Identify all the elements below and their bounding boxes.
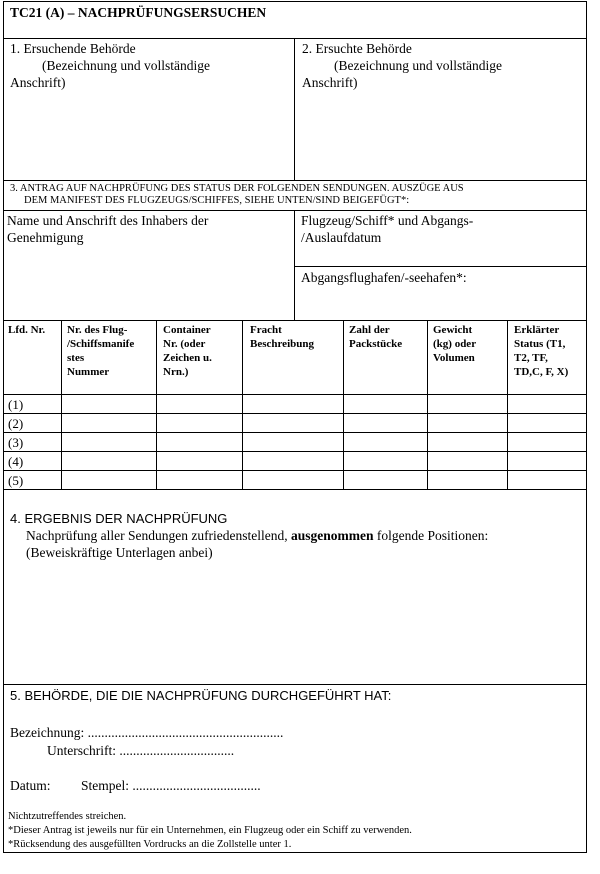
table-row[interactable]: (5) — [8, 473, 24, 488]
col-header-declared-status: Erklärter Status (T1, T2, TF, TD,C, F, X) — [514, 324, 569, 378]
col-header-manifest-nr: Nr. des Flug- /Schiffsmanife stes Nummer — [67, 324, 135, 378]
bezeichnung-field[interactable]: Bezeichnung: .......................................................... — [10, 725, 284, 740]
col-header-weight-volume: Gewicht (kg) oder Volumen — [433, 324, 477, 364]
section3-heading-line2: DEM MANIFEST DES FLUGZEUGS/SCHIFFES, SIEHE UNTEN/SIND BEIGEFÜGT*: — [24, 195, 410, 206]
box2-label: 2. Ersuchte Behörde — [302, 41, 412, 56]
divider — [4, 180, 586, 181]
divider — [4, 451, 586, 452]
footnote: *Rücksendung des ausgefüllten Vordrucks an die Zollstelle unter 1. — [8, 839, 292, 850]
divider — [343, 320, 344, 489]
table-row[interactable]: (4) — [8, 454, 24, 469]
divider — [507, 320, 508, 489]
form-title: TC21 (A) – NACHPRÜFUNGSERSUCHEN — [10, 5, 267, 20]
box1-sub2: Anschrift) — [10, 75, 66, 90]
divider — [294, 38, 295, 180]
stempel-field[interactable]: Stempel: ...................................... — [81, 778, 261, 793]
section4-heading: 4. ERGEBNIS DER NACHPRÜFUNG — [10, 511, 228, 526]
divider — [242, 320, 243, 489]
divider — [4, 413, 586, 414]
holder-label-1: Name und Anschrift des Inhabers der — [7, 213, 209, 228]
holder-field[interactable] — [7, 212, 289, 246]
section4-result[interactable] — [10, 510, 584, 561]
tc21-form — [3, 1, 587, 853]
table-row[interactable]: (2) — [8, 416, 24, 431]
divider — [4, 432, 586, 433]
divider — [4, 38, 586, 39]
exception-emphasis: ausgenommen — [291, 528, 374, 543]
section3-heading-line1: 3. ANTRAG AUF NACHPRÜFUNG DES STATUS DER FOLGENDEN SENDUNGEN. AUSZÜGE AUS — [10, 183, 464, 194]
divider — [4, 684, 586, 685]
unterschrift-field[interactable]: Unterschrift: .................................. — [47, 743, 235, 758]
box2-sub2: Anschrift) — [302, 75, 358, 90]
box1-sub1: (Bezeichnung und vollständige — [42, 58, 210, 73]
divider — [427, 320, 428, 489]
box-requesting-authority[interactable] — [10, 40, 290, 91]
vessel-label-1: Flugzeug/Schiff* und Abgangs- — [301, 213, 474, 228]
divider — [61, 320, 62, 489]
footnote: *Dieser Antrag ist jeweils nur für ein Unternehmen, ein Flugzeug oder ein Schiff zu verwenden. — [8, 825, 412, 836]
divider — [4, 210, 586, 211]
table-row[interactable]: (1) — [8, 397, 24, 412]
col-header-package-count: Zahl der Packstücke — [349, 324, 403, 350]
box1-label: 1. Ersuchende Behörde — [10, 41, 136, 56]
vessel-label-2: /Auslaufdatum — [301, 230, 382, 245]
divider — [4, 394, 586, 395]
section4-line2: (Beweiskräftige Unterlagen anbei) — [26, 545, 213, 560]
divider — [294, 210, 295, 320]
holder-label-2: Genehmigung — [7, 230, 84, 245]
table-row[interactable]: (3) — [8, 435, 24, 450]
vessel-date-field[interactable] — [301, 212, 583, 246]
divider — [156, 320, 157, 489]
box2-sub1: (Bezeichnung und vollständige — [334, 58, 502, 73]
section4-line1: Nachprüfung aller Sendungen zufriedenstellend, ausgenommen folgende Positionen: — [26, 528, 489, 543]
section5-heading: 5. BEHÖRDE, DIE DIE NACHPRÜFUNG DURCHGEFÜHRT HAT: — [10, 688, 392, 703]
departure-port-field[interactable]: Abgangsflughafen/-seehafen*: — [301, 270, 467, 285]
datum-field[interactable]: Datum: — [10, 778, 51, 793]
col-header-lfd-nr: Lfd. Nr. — [8, 324, 46, 336]
footnote: Nichtzutreffendes streichen. — [8, 811, 127, 822]
col-header-freight-description: Fracht Beschreibung — [250, 324, 314, 350]
section3-heading — [10, 183, 584, 207]
divider — [294, 266, 586, 267]
col-header-container-nr: Container Nr. (oder Zeichen u. Nrn.) — [163, 324, 212, 378]
divider — [4, 470, 586, 471]
divider — [4, 489, 586, 490]
box-requested-authority[interactable] — [302, 40, 582, 91]
footnotes — [8, 810, 586, 852]
divider — [4, 320, 586, 321]
